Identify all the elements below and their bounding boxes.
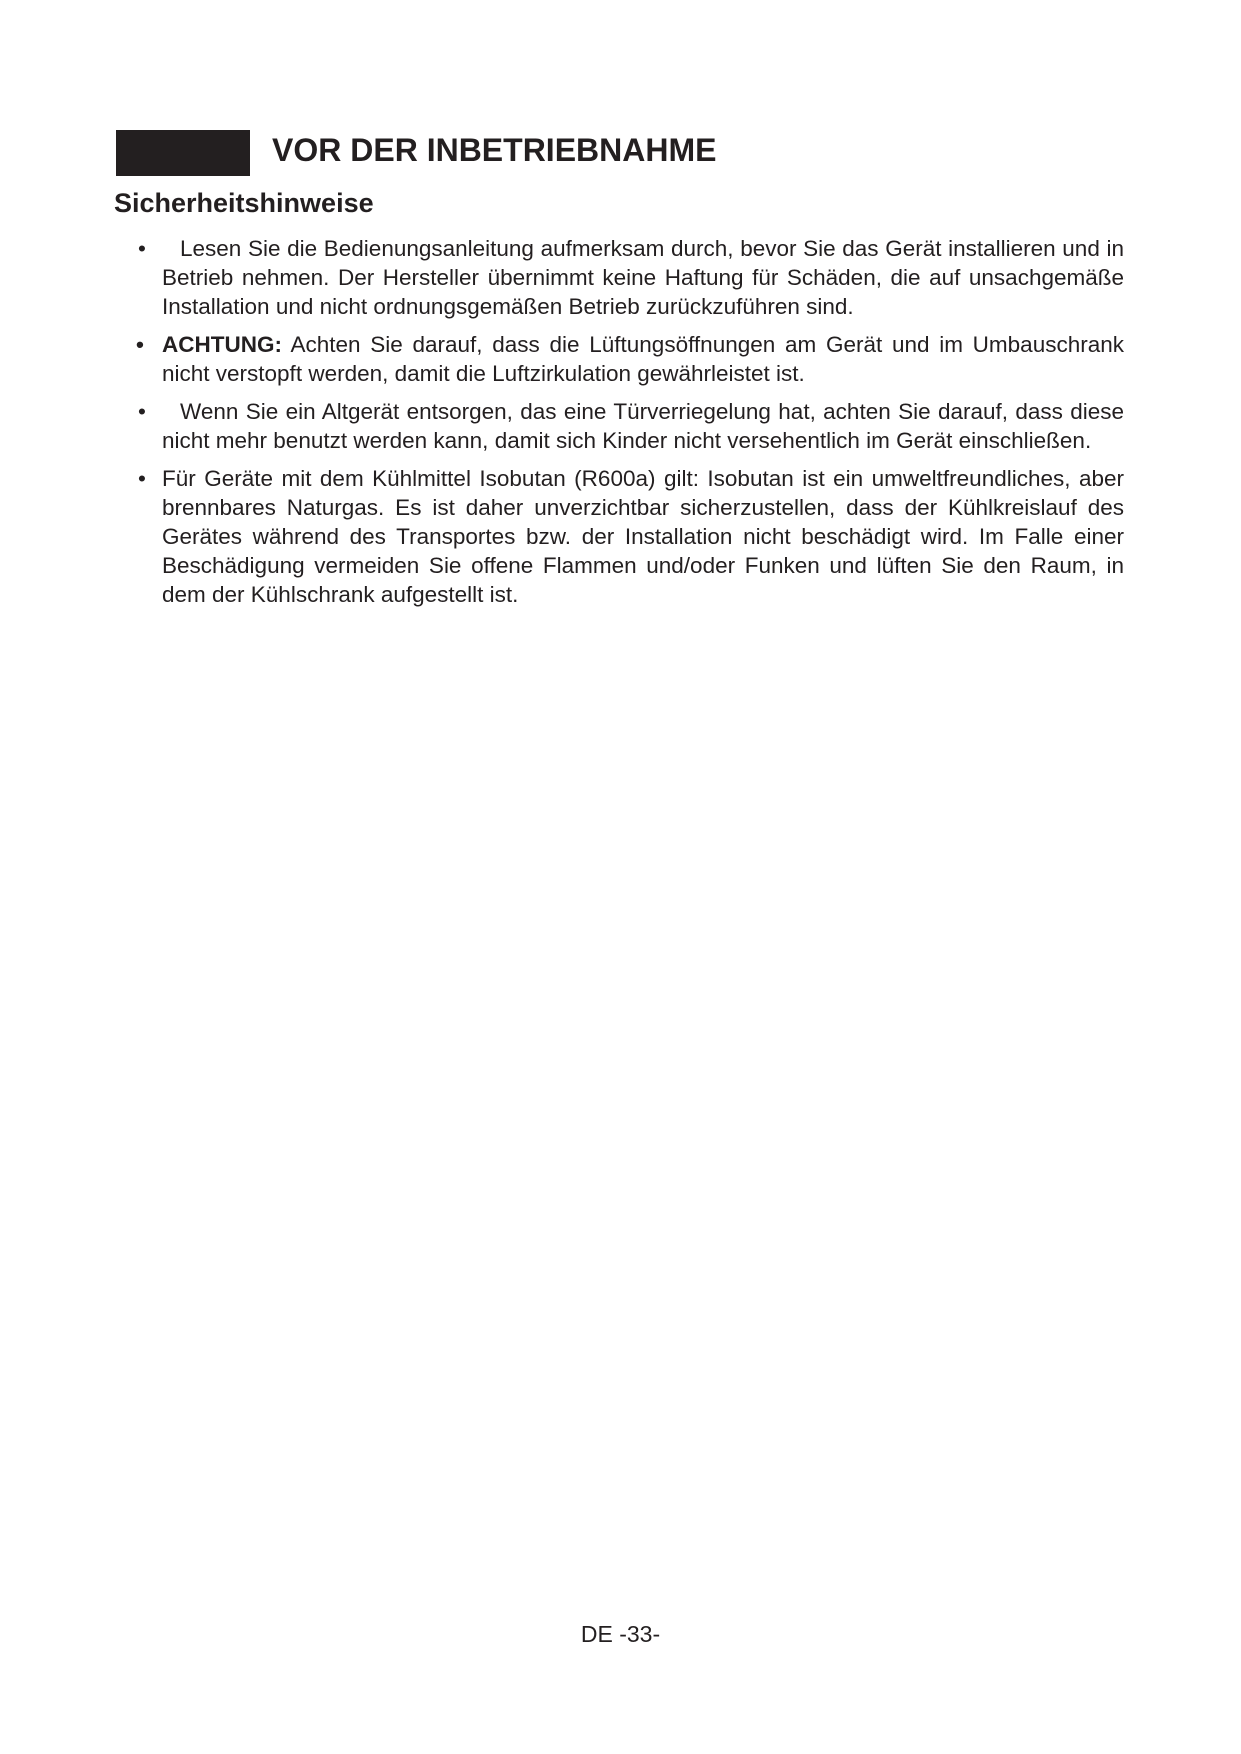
list-item-text: Wenn Sie ein Altgerät entsorgen, das eine Türverriegelung hat, achten Sie darauf, dass diese nicht mehr benutzt werden kann, damit sich Kinder nicht versehentlich im Gerät einschließen. [162, 399, 1124, 453]
list-item [136, 464, 1124, 609]
section-title: VOR DER INBETRIEBNAHME [272, 132, 717, 168]
bullet-icon: • [138, 399, 146, 424]
list-item-text: Lesen Sie die Bedienungsanleitung aufmerksam durch, bevor Sie das Gerät installieren und in Betrieb nehmen. Der Hersteller übernimmt keine Haftung für Schäden, die auf unsachgemäße Installation und nicht ordnungsgemäßen Betrieb zurückzuführen sind. [162, 236, 1124, 319]
subsection-title: Sicherheitshinweise [114, 188, 374, 218]
warning-label: ACHTUNG: [162, 332, 282, 357]
list-item-text: Für Geräte mit dem Kühlmittel Isobutan (R600a) gilt: Isobutan ist ein umweltfreundliches, aber brennbares Naturgas. Es ist daher unverzichtbar sicherzustellen, dass der Kühlkreislauf des Gerätes während des Transportes bzw. der Installation nicht beschädigt wird. Im Falle einer Beschädigung vermeiden Sie offene Flammen und/oder Funken und lüften Sie den Raum, in dem der Kühlschrank aufgestellt ist. [162, 466, 1124, 607]
list-item [136, 397, 1124, 455]
bullet-icon: • [138, 466, 146, 491]
section-marker-bar [116, 130, 250, 176]
list-item [136, 234, 1124, 321]
safety-notes-list [136, 234, 1124, 618]
bullet-icon: • [136, 332, 144, 357]
list-item [136, 330, 1124, 388]
bullet-icon: • [138, 236, 146, 261]
list-item-text: Achten Sie darauf, dass die Lüftungsöffnungen am Gerät und im Umbauschrank nicht verstopft werden, damit die Luftzirkulation gewährleistet ist. [162, 332, 1124, 386]
page-number: DE -33- [580, 1621, 661, 1647]
